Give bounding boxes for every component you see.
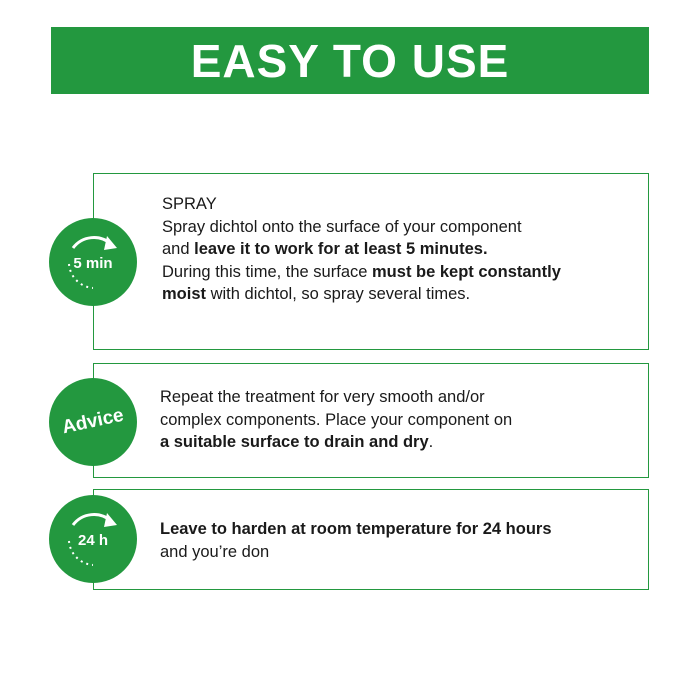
step-line: and you’re don — [160, 542, 270, 561]
text-span: and — [162, 240, 195, 258]
title-banner — [51, 27, 649, 94]
emphasis-text: moist — [162, 285, 207, 303]
emphasis-text: Leave to harden at room temperature for 24 hours — [160, 520, 552, 538]
advice-badge-label: Advice — [60, 404, 126, 439]
advice-badge — [49, 378, 137, 466]
step-text-spray — [162, 193, 622, 306]
step-text-advice — [160, 386, 620, 454]
emphasis-text: must be kept constantly — [372, 262, 561, 281]
step-line — [162, 283, 622, 306]
emphasis-text: leave it to work for at least 5 minutes. — [194, 240, 488, 258]
text-span: During this time, the surface — [162, 262, 373, 281]
page-title: EASY TO USE — [190, 34, 510, 87]
step-heading: SPRAY — [162, 195, 217, 213]
step-line: Repeat the treatment for very smooth and/or — [160, 388, 485, 406]
text-span: with dichtol, so spray several times. — [206, 285, 471, 303]
timer-badge-label: 5 min — [73, 255, 113, 272]
timer-badge-label: 24 h — [77, 532, 108, 549]
timer-badge-5min — [49, 218, 137, 306]
step-line — [162, 238, 622, 261]
step-line — [160, 431, 620, 454]
step-line — [162, 261, 622, 284]
step-text-harden — [160, 518, 620, 563]
step-line: complex components. Place your component on — [160, 410, 513, 429]
step-line: Spray dichtol onto the surface of your component — [162, 217, 522, 236]
emphasis-text: a suitable surface to drain and dry — [160, 433, 429, 451]
timer-badge-24h — [49, 495, 137, 583]
text-span: . — [428, 433, 434, 451]
